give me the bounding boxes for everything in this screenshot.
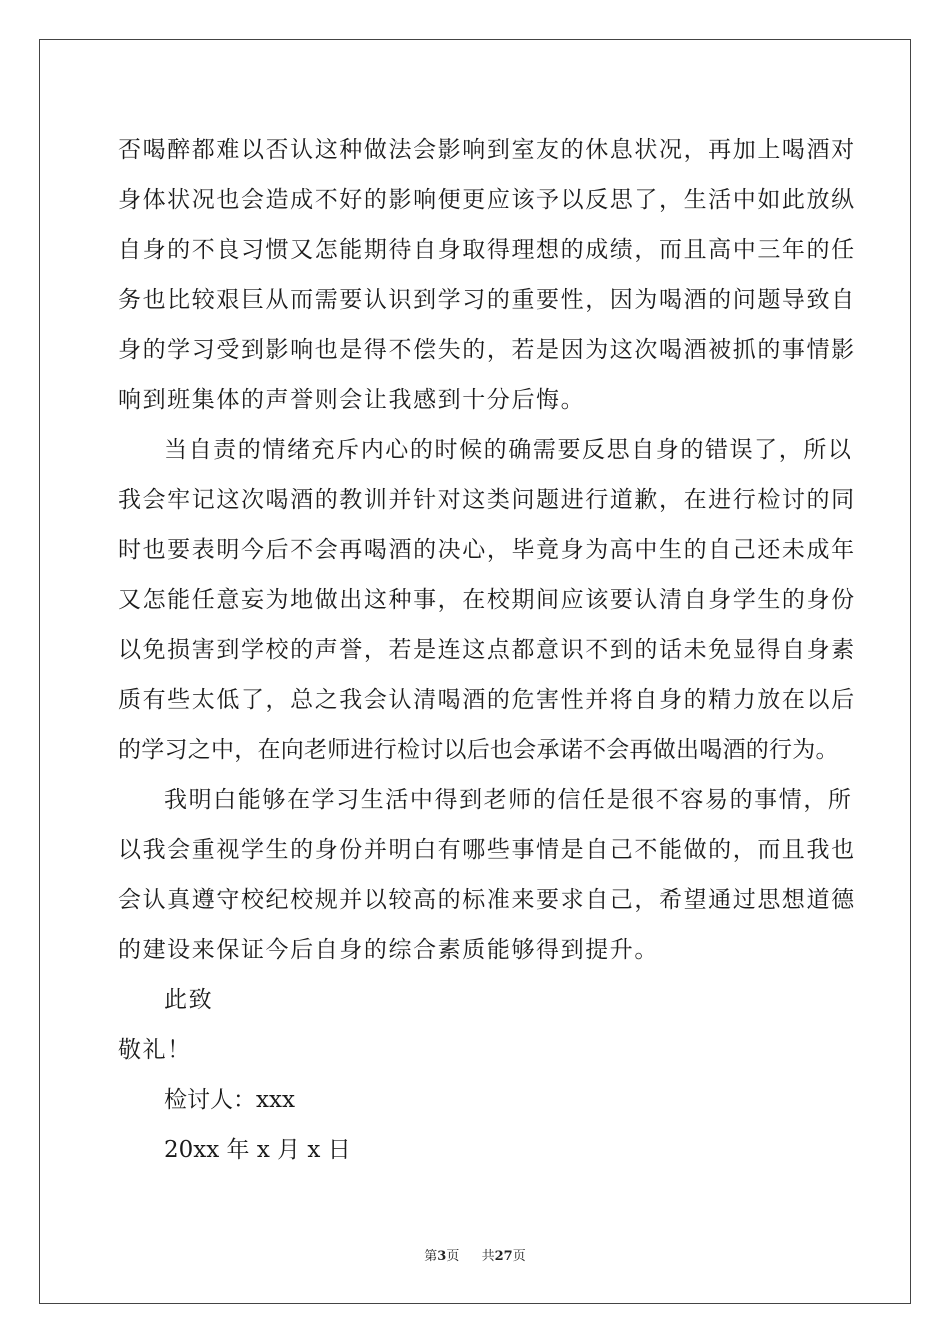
body-line: 会认真遵守校纪校规并以较高的标准来要求自己，希望通过思想道德 — [118, 887, 856, 913]
body-line: 的建设来保证今后自身的综合素质能够得到提升。 — [118, 937, 659, 963]
closing-regards: 敬礼！ — [118, 1037, 192, 1063]
body-line: 身体状况也会造成不好的影响便更应该予以反思了，生活中如此放纵 — [118, 187, 856, 213]
body-line: 以免损害到学校的声誉，若是连这点都意识不到的话未免显得自身素 — [118, 637, 856, 663]
body-line: 以我会重视学生的身份并明白有哪些事情是自己不能做的，而且我也 — [118, 837, 856, 863]
body-line: 响到班集体的声誉则会让我感到十分后悔。 — [118, 387, 586, 413]
body-line: 自身的不良习惯又怎能期待自身取得理想的成绩，而且高中三年的任 — [118, 237, 856, 263]
body-line: 时也要表明今后不会再喝酒的决心，毕竟身为高中生的自己还未成年 — [118, 537, 856, 563]
date-line: 20xx 年 x 月 x 日 — [164, 1137, 351, 1163]
total-pages: 27 — [494, 1249, 513, 1264]
page-number: 3 — [437, 1249, 447, 1264]
body-line: 当自责的情绪充斥内心的时候的确需要反思自身的错误了，所以 — [164, 437, 853, 463]
body-line: 我会牢记这次喝酒的教训并针对这类问题进行道歉，在进行检讨的同 — [118, 487, 856, 513]
body-line: 我明白能够在学习生活中得到老师的信任是很不容易的事情，所 — [164, 787, 853, 813]
body-line: 又怎能任意妄为地做出这种事，在校期间应该要认清自身学生的身份 — [118, 587, 856, 613]
page-prefix: 第 — [424, 1249, 438, 1264]
body-line: 身的学习受到影响也是得不偿失的，若是因为这次喝酒被抓的事情影 — [118, 337, 856, 363]
page-border — [39, 39, 911, 1304]
page-suffix: 页 — [446, 1249, 460, 1264]
body-line: 否喝醉都难以否认这种做法会影响到室友的休息状况，再加上喝酒对 — [118, 137, 856, 163]
body-line: 务也比较艰巨从而需要认识到学习的重要性，因为喝酒的问题导致自 — [118, 287, 856, 313]
total-suffix: 页 — [512, 1249, 526, 1264]
total-prefix: 共 — [481, 1249, 495, 1264]
signature-line: 检讨人：xxx — [164, 1087, 295, 1113]
body-line: 质有些太低了，总之我会认清喝酒的危害性并将自身的精力放在以后 — [118, 687, 856, 713]
closing-salutation: 此致 — [164, 987, 214, 1013]
page-footer — [0, 1249, 950, 1265]
body-line: 的学习之中，在向老师进行检讨以后也会承诺不会再做出喝酒的行为。 — [118, 737, 839, 763]
